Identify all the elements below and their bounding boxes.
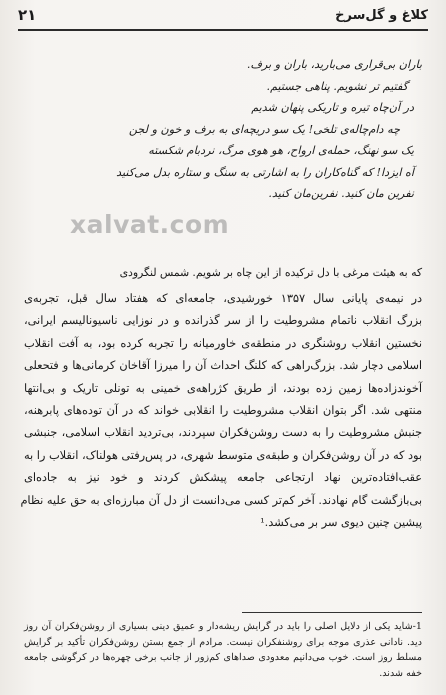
body-line: عقب‌افتاده‌ترین نهاد ارتجاعی جامعه پیشکش کردند و خود نیز به جاده‌ای [24,471,422,485]
body-line: آخوندزاده‌ها زمین زده بودند، از طریق کژراهه‌ی خمینی به تونلی تاریک و بی‌انتها [24,381,422,395]
poem-line: نفرین مان کنید. نفرین‌مان کنید. [268,187,414,200]
body-line: اسلامی دچار شد. بزرگ‌راهی که کلنگ احداث آن را میرزا آقاخان کرمانی‌ها و فتحعلی [24,359,422,373]
running-title: کلاغ و گل‌سرخ [335,7,428,23]
body-line: بزرگ انقلاب ناتمام مشروطیت را از سر گذرانده و در نوزایی ناسیونالیسم ایرانی، [24,314,422,328]
poem-line: چه دام‌چاله‌ی تلخی! یک سو دریچه‌ای به برف و خون و لجن [128,122,400,136]
body-line: جنبش مشروطیت را به دست روشن‌فکران سپردند، بی‌تردید انقلاب اسلامی، جنبشی [24,426,422,440]
footnote [24,619,422,681]
page-number: ۲۱ [18,6,37,24]
watermark: xalvat.com [70,210,230,239]
poem-line: گفتیم تر نشویم. پناهی جستیم. [266,79,408,93]
footnote-line: 1-شاید یکی از دلایل اصلی را باید در گرایش ریشه‌دار و عمیق دینی بسیاری از روشن‌فکران آن روز [24,621,422,632]
poem-line: باران بی‌قراری می‌بارید، باران و برف. [246,58,422,71]
header-rule [18,29,428,31]
poem-line: آه ایزدا! که گناه‌کاران را به اشارتی به سنگ و ستاره بدل می‌کنید [116,165,414,179]
footnote-rule [242,612,422,613]
footnote-line: خفه شدند. [379,667,422,679]
body-line: بی‌بازگشت گام نهادند. آخر کم‌تر کسی می‌دانست از دل آن مبارزه‌ای به حق علیه نظام [20,493,422,507]
poem-line: یک سو نهنگ، حمله‌ی ارواح، هو هوی مرگ، نردبام شکسته [148,144,414,157]
body-line: بود که در آن روشن‌فکران و طبقه‌ی متوسط شهری، در پس‌رفتی هولناک، انقلاب را به [24,448,422,462]
body-line: در نیمه‌ی پایانی سال ۱۳۵۷ خورشیدی، جامعه‌ای که هفتاد سال قبل، تجربه‌ی [24,292,422,305]
epigraph-poem [24,54,422,205]
page-header [18,4,428,26]
footnote-line: دید. نادانی عذری موجه برای روشنفکران نیست. مرادم از جمع بستن روشن‌فکران تأکید بر گرایش [24,636,422,648]
body-paragraph [20,288,422,534]
body-line: پیشین چنین دیوی سر بر می‌کشد.¹ [260,516,422,530]
poem-attribution: که به هیئت مرغی با دل ترکیده از این چاه بر شویم. شمس لنگرودی [119,266,422,279]
body-line: منتهی شد. اگر بتوان انقلاب مشروطیت را انقلابی خواند که در آن توده‌های پابرهنه، [24,404,422,418]
footnote-line: مسلط روز است. خوب می‌دانیم معدودی صداهای کم‌زور از جانب برخی چهره‌ها در کرگوشی جامعه [24,652,422,664]
body-line: نخستین انقلاب روشنگری در منطقه‌ی خاورمیانه را تجربه کرده بود، به آفت انقلاب [24,336,422,350]
poem-line: در آن‌چاه تیره و تاریکی پنهان شدیم [251,101,414,114]
